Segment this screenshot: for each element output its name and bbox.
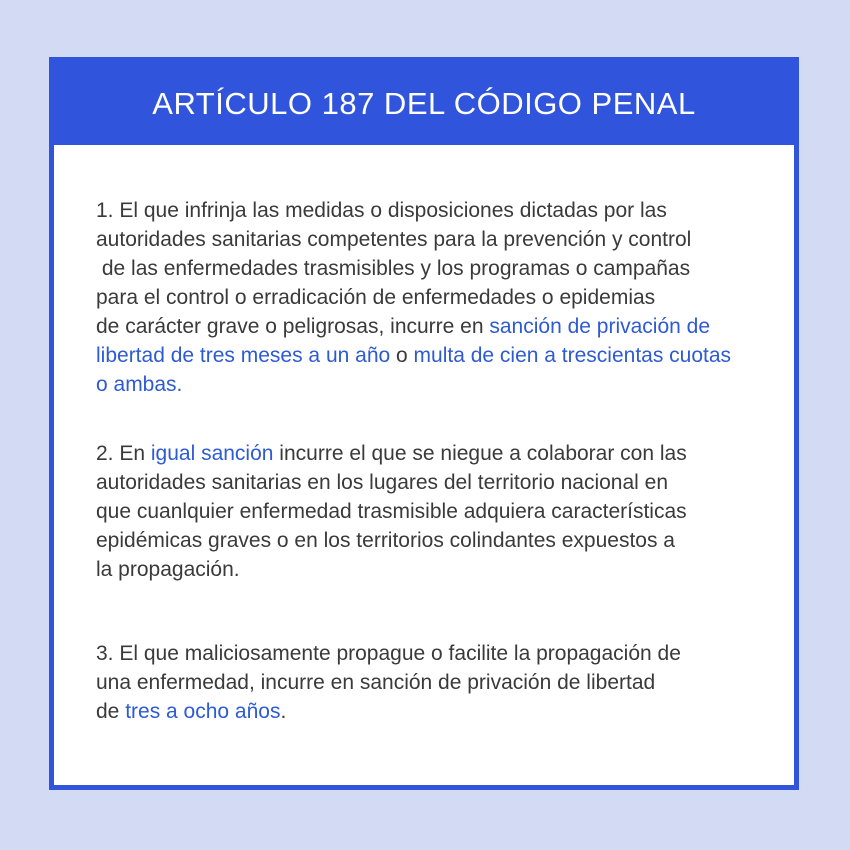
text-line: [96, 254, 774, 283]
highlighted-text: multa de cien a trescientas cuotas: [413, 344, 732, 367]
article-card: [49, 57, 799, 790]
text-line: [96, 370, 774, 399]
article-paragraph-2: [96, 439, 774, 584]
body-text: que cuanlquier enfermedad trasmisible adquiera características: [96, 500, 687, 523]
text-line: [96, 341, 774, 370]
highlighted-text: o ambas.: [96, 373, 183, 396]
text-line: [96, 312, 774, 341]
body-text: o: [390, 344, 414, 367]
text-line: [96, 639, 774, 668]
body-text: de: [96, 700, 126, 723]
body-text: autoridades sanitarias competentes para la prevención y control: [96, 228, 692, 251]
text-line: [96, 468, 774, 497]
body-text: de las enfermedades trasmisibles y los programas o campañas: [96, 257, 691, 280]
card-header: [54, 62, 794, 145]
article-body: [54, 145, 794, 726]
article-paragraph-1: [96, 196, 774, 399]
body-text: de carácter grave o peligrosas, incurre en: [96, 315, 490, 338]
body-text: para el control o erradicación de enfermedades o epidemias: [96, 286, 656, 309]
article-title: ARTÍCULO 187 DEL CÓDIGO PENAL: [152, 85, 696, 121]
highlighted-text: libertad de tres meses a un año: [96, 344, 391, 367]
text-line: [96, 497, 774, 526]
highlighted-text: sanción de privación de: [489, 315, 711, 338]
text-line: [96, 225, 774, 254]
body-text: la propagación.: [96, 558, 240, 581]
text-line: [96, 668, 774, 697]
body-text: autoridades sanitarias en los lugares del territorio nacional en: [96, 471, 669, 494]
body-text: incurre el que se niegue a colaborar con las: [273, 442, 687, 465]
article-paragraph-3: [96, 639, 774, 726]
text-line: [96, 283, 774, 312]
body-text: 1. El que infrinja las medidas o disposiciones dictadas por las: [96, 199, 667, 222]
body-text: 2. En: [96, 442, 151, 465]
text-line: [96, 697, 774, 726]
highlighted-text: igual sanción: [150, 442, 274, 465]
body-text: .: [280, 700, 287, 723]
highlighted-text: tres a ocho años: [125, 700, 281, 723]
text-line: [96, 196, 774, 225]
body-text: epidémicas graves o en los territorios colindantes expuestos a: [96, 529, 675, 552]
text-line: [96, 439, 774, 468]
body-text: una enfermedad, incurre en sanción de privación de libertad: [96, 671, 656, 694]
text-line: [96, 526, 774, 555]
body-text: 3. El que maliciosamente propague o facilite la propagación de: [96, 642, 681, 665]
text-line: [96, 555, 774, 584]
